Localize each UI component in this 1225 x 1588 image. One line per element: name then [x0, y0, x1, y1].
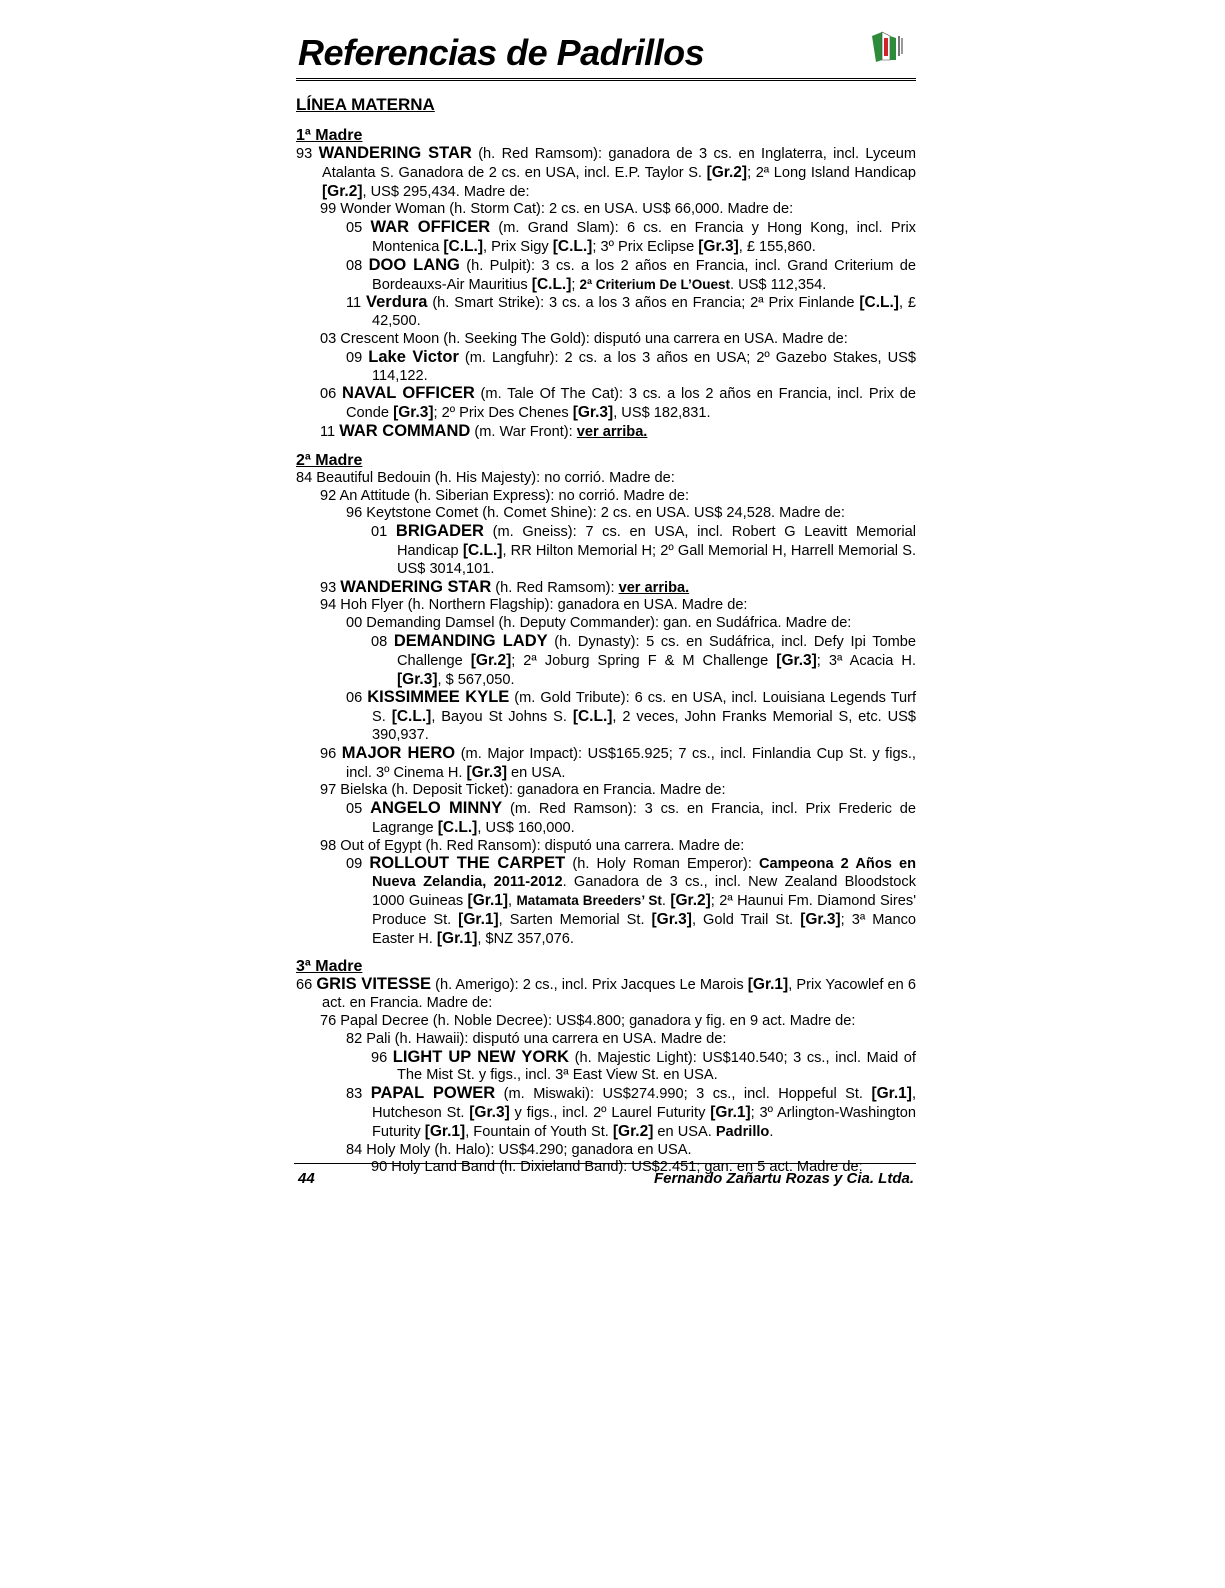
horse-name: MAJOR HERO	[341, 743, 456, 762]
entry-text: . US$ 112,354.	[730, 276, 827, 293]
entry-text: ;	[571, 276, 580, 293]
pedigree-entry	[296, 633, 916, 689]
entry-text: 11	[320, 423, 340, 440]
horse-name: BRIGADER	[395, 522, 484, 541]
entry-text: , Sarten Memorial St.	[498, 911, 652, 928]
pedigree-entry	[296, 523, 916, 578]
horse-name: WAR COMMAND	[339, 421, 471, 440]
madre-heading: 2ª Madre	[296, 451, 363, 469]
entry-text: 09	[346, 349, 369, 366]
pedigree-entry	[296, 1013, 916, 1031]
entry-text: , Fountain of Youth St.	[465, 1123, 613, 1140]
company-name: Fernando Zañartu Rozas y Cia. Ltda.	[653, 1170, 914, 1187]
race-grade: [Gr.3]	[800, 910, 841, 928]
race-grade: [Gr.3]	[776, 651, 817, 669]
entry-text: (m. Major Impact): US$165.925; 7 cs., incl. Finlandia Cup St. y figs., incl. 3º Cinema H.	[346, 745, 916, 781]
madre-heading: 3ª Madre	[296, 958, 363, 976]
entry-text: (m. Miswaki): US$274.990; 3 cs., incl. Hoppeful St.	[495, 1086, 872, 1103]
pedigree-entry	[296, 1049, 916, 1086]
horse-name: WANDERING STAR	[340, 577, 492, 596]
entry-text: ; 3ª Acacia H.	[816, 652, 917, 669]
pedigree-entry	[296, 145, 916, 201]
entry-text: 08	[371, 633, 394, 650]
race-grade: [C.L.]	[859, 294, 899, 312]
entry-text: , RR Hilton Memorial H; 2º Gall Memorial H, Harrell Memorial S. US$ 3014,101.	[397, 542, 916, 577]
entry-text: (m. Grand Slam): 6 cs. en Francia y Hong Kong, incl. Prix Montenica	[372, 220, 916, 255]
pedigree-entry	[296, 976, 916, 1013]
entry-text: .	[661, 893, 671, 910]
entry-text: y figs., incl. 2º Laurel Futurity	[509, 1105, 711, 1122]
entry-text: 92 An Attitude (h. Siberian Express): no corrió. Madre de:	[320, 487, 690, 504]
horse-name: PAPAL POWER	[370, 1084, 496, 1103]
pedigree-entry	[296, 505, 916, 523]
race-grade: [Gr.3]	[466, 763, 507, 781]
entry-text: (h. Majestic Light): US$140.540; 3 cs., incl. Maid of The Mist St. y figs., incl. 3ª East View St. en USA.	[397, 1049, 916, 1084]
pedigree-entry	[296, 800, 916, 838]
entry-text: , US$ 295,434. Madre de:	[362, 183, 530, 200]
race-grade: [Gr.3]	[397, 670, 438, 688]
entry-text: 03 Crescent Moon (h. Seeking The Gold): disputó una carrera en USA. Madre de:	[320, 330, 848, 347]
entry-text: Campeona 2 Años en Nueva Zelandia, 2011-2012	[372, 856, 916, 891]
horse-name: NAVAL OFFICER	[342, 384, 475, 403]
race-grade: [Gr.3]	[698, 237, 739, 255]
entry-text: 84 Holy Moly (h. Halo): US$4.290; ganadora en USA.	[346, 1141, 692, 1158]
horse-name: GRIS VITESSE	[316, 975, 431, 994]
race-grade: [Gr.1]	[458, 910, 499, 928]
entry-text: , US$ 160,000.	[477, 819, 575, 836]
entry-text: , £ 155,860.	[738, 238, 816, 255]
entry-text: 00 Demanding Damsel (h. Deputy Commander): gan. en Sudáfrica. Madre de:	[346, 615, 852, 632]
entry-text: , $NZ 357,076.	[477, 930, 574, 947]
entry-text: 08	[346, 257, 369, 274]
entry-text: 05	[346, 801, 371, 818]
entry-text: (h. Amerigo): 2 cs., incl. Prix Jacques Le Marois	[431, 977, 748, 994]
pedigree-entry	[296, 597, 916, 615]
section-title: LÍNEA MATERNA	[296, 95, 435, 114]
entry-text: 01	[371, 524, 396, 541]
pedigree-entry	[296, 331, 916, 349]
entry-text: en USA.	[653, 1123, 716, 1140]
pedigree-entry	[296, 838, 916, 856]
horse-name: KISSIMMEE KYLE	[367, 688, 510, 707]
entry-text: (m. Gold Tribute): 6 cs. en USA, incl. Louisiana Legends Turf S.	[372, 690, 917, 726]
entry-text: 76 Papal Decree (h. Noble Decree): US$4.800; ganadora y fig. en 9 act. Madre de:	[320, 1013, 856, 1030]
entry-text: 97 Bielska (h. Deposit Ticket): ganadora en Francia. Madre de:	[320, 782, 726, 799]
race-grade: [Gr.3]	[469, 1104, 510, 1122]
race-grade: [Gr.2]	[322, 182, 363, 200]
race-grade: [C.L.]	[437, 818, 478, 836]
entry-text: 09	[346, 856, 370, 873]
entry-text: 2ª Criterium De L’Ouest	[579, 276, 731, 292]
maternal-lines	[296, 127, 916, 1177]
entry-text: 11	[346, 295, 367, 312]
entry-text: 96 Keytstone Comet (h. Comet Shine): 2 cs. en USA. US$ 24,528. Madre de:	[346, 505, 845, 522]
entry-text: , £ 42,500.	[372, 295, 916, 330]
pedigree-entry	[296, 294, 916, 331]
entry-text: , Bayou St Johns S.	[431, 709, 573, 726]
pedigree-entry	[296, 855, 916, 948]
page	[296, 28, 916, 1177]
horse-name: WAR OFFICER	[370, 218, 491, 237]
race-grade: [Gr.1]	[436, 929, 478, 947]
entry-text: ; 2ª Long Island Handicap	[747, 164, 917, 181]
race-grade: [C.L.]	[552, 237, 593, 255]
race-grade: [C.L.]	[531, 275, 572, 293]
entry-text: 83	[346, 1086, 371, 1103]
entry-text: , Hutcheson St.	[372, 1086, 916, 1122]
pedigree-entry	[296, 1142, 916, 1160]
race-grade: [Gr.3]	[393, 404, 434, 422]
entry-text: ; 3ª Manco Easter H.	[372, 911, 917, 947]
horse-name: DEMANDING LADY	[393, 631, 548, 650]
entry-text: , US$ 182,831.	[613, 405, 711, 422]
entry-text: (m. Gneiss): 7 cs. en USA, incl. Robert G Leavitt Memorial Handicap	[397, 524, 916, 559]
pedigree-entry	[296, 385, 916, 423]
horse-name: Lake Victor	[368, 347, 459, 366]
race-grade: [C.L.]	[443, 237, 483, 255]
horse-name: Verdura	[366, 293, 428, 312]
entry-text: .	[769, 1123, 774, 1140]
pedigree-entry	[296, 488, 916, 506]
entry-text: ,	[508, 893, 517, 910]
entry-text: en USA.	[506, 764, 566, 781]
race-grade: [Gr.3]	[572, 404, 614, 422]
entry-text: , Prix Yacowlef en 6 act. en Francia. Madre de:	[322, 977, 917, 1012]
page-title: Referencias de Padrillos	[298, 32, 705, 73]
entry-text: 93	[320, 579, 341, 596]
pedigree-entry	[296, 615, 916, 633]
pedigree-entry	[296, 689, 916, 744]
entry-text: . Ganadora de 3 cs., incl. New Zealand Bloodstock 1000 Guineas	[372, 874, 916, 910]
horse-name: ROLLOUT THE CARPET	[369, 854, 566, 873]
entry-text: Padrillo	[715, 1123, 770, 1140]
entry-text: , Prix Sigy	[483, 238, 553, 255]
race-grade: [Gr.3]	[651, 910, 692, 928]
entry-text: 84 Beautiful Bedouin (h. His Majesty): no corrió. Madre de:	[296, 469, 675, 486]
company-logo-icon	[866, 30, 910, 64]
cross-reference: ver arriba.	[618, 579, 690, 596]
entry-text: 96	[371, 1049, 393, 1066]
page-number: 44	[298, 1170, 315, 1187]
entry-text: ; 3º Prix Eclipse	[592, 238, 699, 255]
race-grade: [Gr.2]	[706, 163, 748, 181]
entry-text: (h. Pulpit): 3 cs. a los 2 años en Francia, incl. Grand Criterium de Bordeauxs-Air Mauritius	[372, 257, 916, 293]
entry-text: ; 2º Prix Des Chenes	[433, 405, 573, 422]
pedigree-entry	[296, 782, 916, 800]
cross-reference: ver arriba.	[576, 423, 648, 440]
entry-text: 06	[320, 386, 342, 403]
entry-text: 90 Holy Land Band (h. Dixieland Band): US$2.451; gan. en 5 act. Madre de:	[371, 1159, 863, 1176]
race-grade: [C.L.]	[462, 541, 503, 559]
entry-text: 93	[296, 146, 319, 162]
entry-text: 05	[346, 220, 371, 237]
race-grade: [C.L.]	[391, 708, 432, 726]
race-grade: [Gr.1]	[710, 1104, 751, 1122]
pedigree-entry	[296, 257, 916, 295]
pedigree-entry	[296, 1085, 916, 1141]
entry-text: (m. Red Ramson): 3 cs. en Francia, incl. Prix Frederic de Lagrange	[372, 801, 916, 836]
race-grade: [Gr.1]	[871, 1085, 912, 1103]
pedigree-entry	[296, 423, 916, 442]
madre-heading: 1ª Madre	[296, 127, 363, 144]
entry-text: (m. War Front):	[470, 423, 577, 440]
entry-text: 96	[320, 745, 342, 762]
race-grade: [Gr.2]	[670, 892, 711, 910]
race-grade: [C.L.]	[572, 708, 613, 726]
race-grade: [Gr.1]	[747, 976, 789, 994]
entry-text: (h. Red Ramsom): ganadora de 3 cs. en Inglaterra, incl. Lyceum Atalanta S. Ganadora de 2 cs. en USA, incl. E.P. Taylor S.	[322, 146, 916, 181]
horse-name: WANDERING STAR	[318, 144, 472, 162]
entry-text: ; 3º Arlington-Washington Futurity	[372, 1105, 916, 1140]
pedigree-entry	[296, 349, 916, 386]
entry-text: 06	[346, 690, 368, 707]
entry-text: (m. Langfuhr): 2 cs. a los 3 años en USA; 2º Gazebo Stakes, US$ 114,122.	[372, 349, 917, 384]
pedigree-entry	[296, 1031, 916, 1049]
horse-name: ANGELO MINNY	[370, 799, 503, 818]
pedigree-entry	[296, 470, 916, 488]
page-footer	[294, 1163, 916, 1191]
race-grade: [Gr.2]	[470, 651, 512, 669]
race-grade: [Gr.1]	[467, 892, 509, 910]
race-grade: [Gr.2]	[612, 1122, 654, 1140]
entry-text: Matamata Breeders’ St	[516, 893, 662, 909]
entry-text: 66	[296, 977, 317, 994]
entry-text: (h. Holy Roman Emperor):	[565, 856, 759, 873]
entry-text: ; 2ª Joburg Spring F & M Challenge	[511, 652, 777, 669]
pedigree-entry	[296, 579, 916, 598]
race-grade: [Gr.1]	[424, 1122, 466, 1140]
entry-text: (m. Tale Of The Cat): 3 cs. a los 2 años en Francia, incl. Prix de Conde	[346, 386, 916, 422]
pedigree-entry	[296, 745, 916, 783]
entry-text: (h. Dynasty): 5 cs. en Sudáfrica, incl. Defy Ipi Tombe Challenge	[397, 633, 917, 669]
entry-text: (h. Smart Strike): 3 cs. a los 3 años en Francia; 2ª Prix Finlande	[427, 295, 860, 312]
entry-text: , Gold Trail St.	[691, 911, 801, 928]
entry-text: 94 Hoh Flyer (h. Northern Flagship): ganadora en USA. Madre de:	[320, 597, 748, 614]
pedigree-entry	[296, 219, 916, 257]
entry-text: 99 Wonder Woman (h. Storm Cat): 2 cs. en USA. US$ 66,000. Madre de:	[320, 201, 794, 218]
page-header	[296, 28, 916, 81]
entry-text: 98 Out of Egypt (h. Red Ransom): disputó una carrera. Madre de:	[320, 837, 745, 854]
entry-text: ; 2ª Haunui Fm. Diamond Sires' Produce St.	[372, 893, 916, 928]
entry-text: 82 Pali (h. Hawaii): disputó una carrera en USA. Madre de:	[346, 1030, 727, 1047]
entry-text: , 2 veces, John Franks Memorial S, etc. US$ 390,937.	[372, 709, 916, 743]
entry-text: (h. Red Ramsom):	[491, 579, 619, 596]
horse-name: DOO LANG	[368, 255, 460, 274]
pedigree-entry	[296, 201, 916, 219]
entry-text: , $ 567,050.	[437, 671, 515, 688]
horse-name: LIGHT UP NEW YORK	[392, 1047, 570, 1066]
